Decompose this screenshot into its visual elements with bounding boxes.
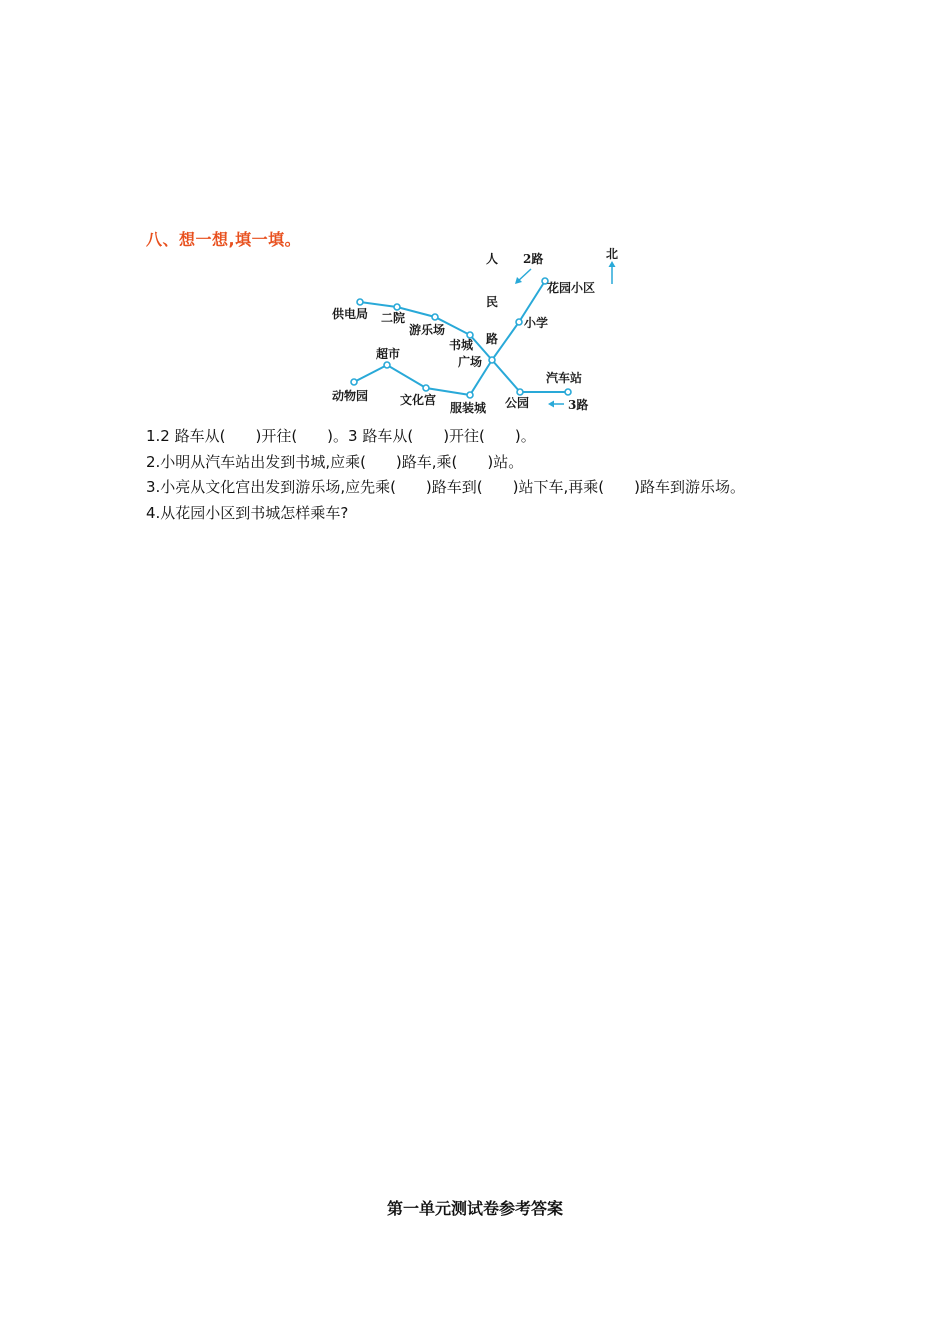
stop-marker-qichezhan — [565, 389, 571, 395]
section-heading: 八、想一想,填一填。 — [146, 230, 302, 249]
bus-route-map — [320, 244, 630, 420]
stop-marker-guangchang — [489, 357, 495, 363]
question-list — [146, 424, 745, 526]
stop-label-huayuanxiaoqu: 花园小区 — [547, 281, 596, 295]
stop-marker-fuzhuangcheng — [467, 392, 473, 398]
stop-label-qichezhan: 汽车站 — [546, 371, 583, 385]
question-1: 1.2 路车从( )开往( )。3 路车从( )开往( )。 — [146, 427, 536, 445]
stop-marker-youlechang — [432, 314, 438, 320]
answer-key-title: 第一单元测试卷参考答案 — [386, 1199, 563, 1218]
question-3: 3.小亮从文化宫出发到游乐场,应先乘( )路车到( )站下车,再乘( )路车到游乐场。 — [146, 478, 745, 496]
route2-label: 2路 — [523, 252, 544, 266]
route3-arrowhead-icon — [548, 401, 554, 408]
stop-marker-eryuan — [394, 304, 400, 310]
road-name-char-2: 民 — [486, 295, 499, 309]
stop-marker-dongwuyuan — [351, 379, 357, 385]
route3-label: 3路 — [568, 398, 589, 412]
road-name-char-1: 人 — [486, 252, 499, 266]
question-4: 4.从花园小区到书城怎样乘车? — [146, 503, 349, 522]
question-2: 2.小明从汽车站出发到书城,应乘( )路车,乘( )站。 — [146, 452, 524, 471]
stop-label-dongwuyuan: 动物园 — [332, 389, 369, 403]
stop-label-shucheng: 书城 — [449, 338, 474, 352]
stop-marker-gongdianju — [357, 299, 363, 305]
road-name-char-3: 路 — [486, 332, 499, 346]
stop-label-gongdianju: 供电局 — [332, 307, 369, 321]
stop-marker-gongyuan — [517, 389, 523, 395]
stop-label-youlechang: 游乐场 — [409, 323, 446, 337]
stop-label-eryuan: 二院 — [381, 311, 406, 325]
stop-label-chaoshi: 超市 — [376, 347, 401, 361]
stop-marker-xiaoxue — [516, 319, 522, 325]
stop-marker-chaoshi — [384, 362, 390, 368]
stop-label-xiaoxue: 小学 — [524, 316, 549, 330]
stop-label-fuzhuangcheng: 服装城 — [450, 401, 487, 415]
stop-label-gongyuan: 公园 — [505, 396, 530, 410]
stop-label-wenhuagong: 文化宫 — [400, 393, 437, 407]
north-arrowhead-icon — [609, 261, 616, 267]
stop-label-guangchang: 广场 — [458, 355, 483, 369]
stop-marker-wenhuagong — [423, 385, 429, 391]
north-label: 北 — [606, 247, 619, 261]
